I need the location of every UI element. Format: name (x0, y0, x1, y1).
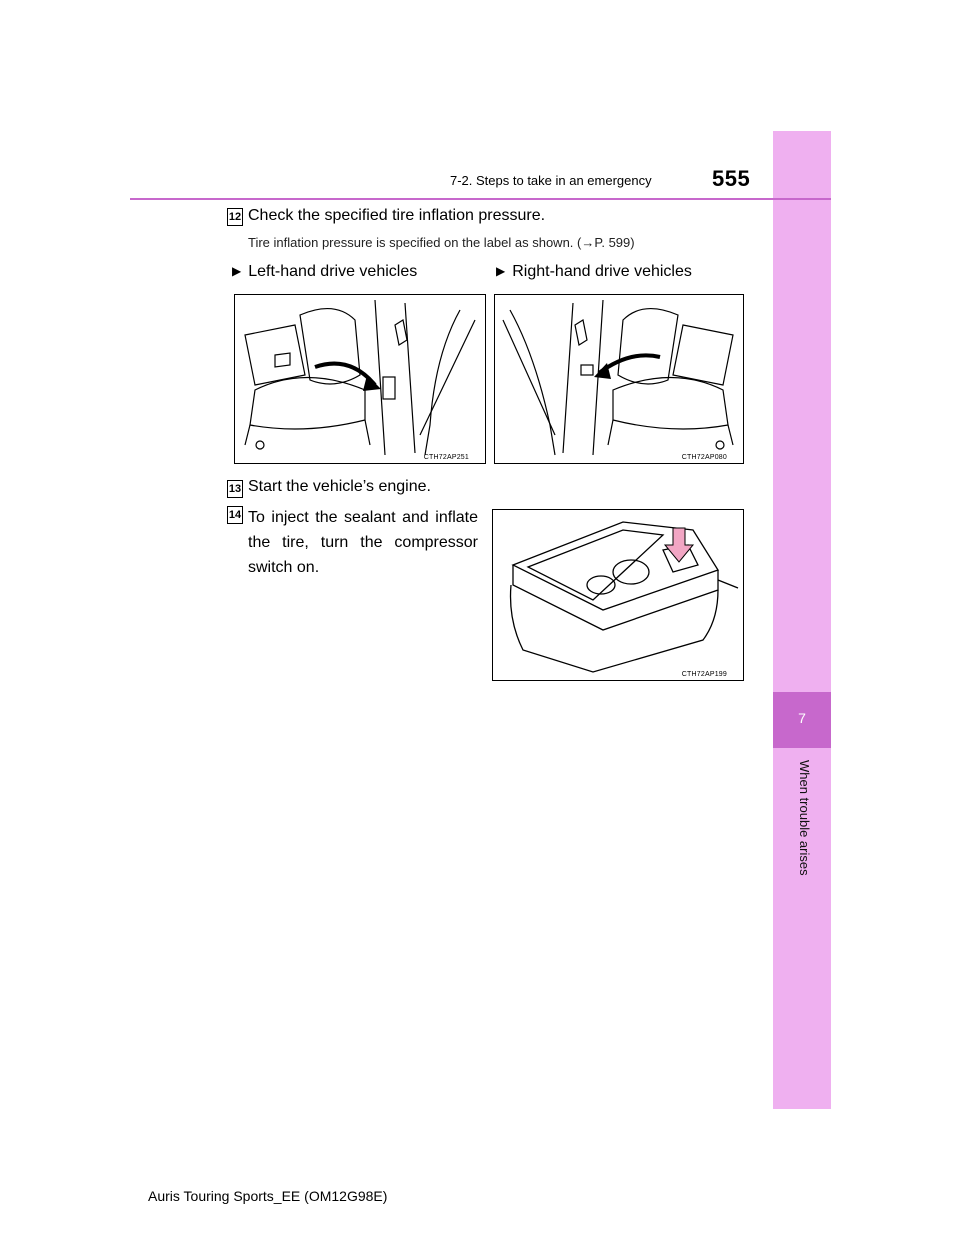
note-text: Tire inflation pressure is specified on the label as shown. (→P. 599) (248, 235, 635, 250)
step-number-12: 12 (227, 208, 243, 226)
bullet-label: Right-hand drive vehicles (512, 263, 692, 280)
bullet-right-hand-drive (496, 263, 692, 281)
step-text-14: To inject the sealant and inflate the tire, turn the compressor switch on. (248, 509, 478, 576)
chapter-number: 7 (798, 710, 806, 726)
section-title: 7-2. Steps to take in an emergency (450, 173, 652, 188)
footer-model: Auris Touring Sports_EE (OM12G98E) (148, 1188, 388, 1204)
seat-door-illustration-right (495, 295, 743, 463)
figure-right-hand-drive (494, 294, 744, 464)
triangle-bullet-icon: ▶ (496, 264, 506, 278)
seat-door-illustration-left (235, 295, 485, 463)
header-rule (130, 198, 831, 200)
side-tab (773, 131, 831, 1109)
figure-code: CTH72AP199 (681, 671, 727, 678)
page-number: 555 (712, 166, 751, 191)
step-number-13: 13 (227, 480, 243, 498)
triangle-bullet-icon: ▶ (232, 264, 242, 278)
figure-left-hand-drive (234, 294, 486, 464)
figure-code: CTH72AP080 (681, 454, 727, 461)
step-text-12: Check the specified tire inflation pressure. (248, 207, 546, 224)
figure-code: CTH72AP251 (423, 454, 469, 461)
step-text-13: Start the vehicle’s engine. (248, 478, 431, 495)
figure-compressor (492, 509, 744, 681)
bullet-label: Left-hand drive vehicles (248, 263, 418, 280)
step-number-14: 14 (227, 506, 243, 524)
bullet-left-hand-drive (232, 263, 417, 281)
chapter-title: When trouble arises (797, 760, 812, 876)
compressor-illustration (493, 510, 743, 680)
